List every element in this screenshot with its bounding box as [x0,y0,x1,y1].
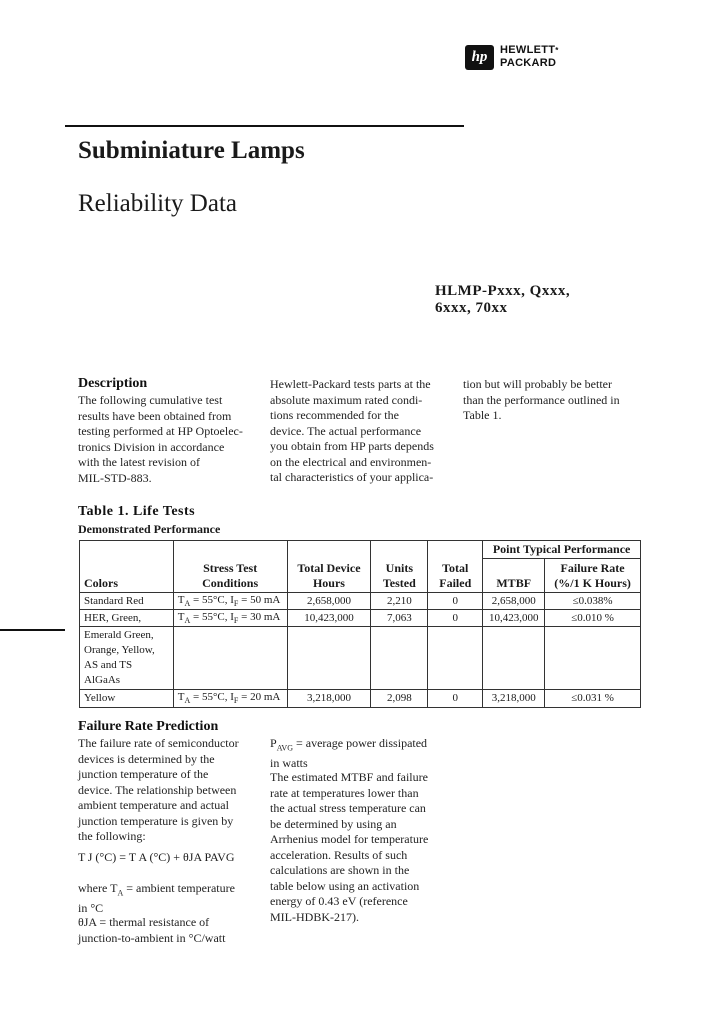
cell-units [371,627,428,690]
pavg-definition: $P_{AVG}$ = average power dissipated in watts [270,736,428,770]
page-title: Subminiature Lamps [78,137,305,164]
cell-hours [287,627,371,690]
description-col2: Hewlett-Packard tests parts at the absolute maximum rated condi- tions recommended for the device. The actual performance you obtain from HP parts depends on the electrical and environmen- tal characteristics of your applica- [270,377,434,484]
table-row [80,610,641,627]
where-ta: where $T_A$ = ambient temperature in °C [78,881,235,915]
cell-hours: 10,423,000 [287,610,371,627]
cell-rate: ≤0.038% [545,593,641,610]
cell-rate: ≤0.010 % [545,610,641,627]
part-numbers: HLMP-Pxxx, Qxxx, 6xxx, 70xx [435,283,571,316]
table-title: Table 1. Life Tests [78,504,196,519]
cell-color: HER, Green, [80,610,174,627]
failure-col2: The estimated MTBF and failure rate at temperatures lower than the actual stress temperature can be determined by using an Arrhenius model for temperature acceleration. Results of such calculations are shown in the table below using an activation energy of 0.43 eV (reference MIL-HDBK-217). [270,770,429,924]
header-units: Units Tested [371,541,428,593]
cell-rate: ≤0.031 % [545,690,641,707]
cell-failed: 0 [428,690,483,707]
cell-mtbf [483,627,545,690]
cell-color: Standard Red [80,593,174,610]
cell-color: Emerald Green, Orange, Yellow, AS and TS AlGaAs [80,627,174,690]
description-col1: The following cumulative test results have been obtained from testing performed at HP Optoelec- tronics Division in accordance with the latest revision of MIL-STD-883. [78,393,243,485]
cell-conditions: $T_A = 55^\circ C$, $I_F = 50$ mA [173,593,287,610]
table-row [80,627,641,690]
description-heading: Description [78,376,148,391]
header-failed: Total Failed [428,541,483,593]
cell-conditions: $T_A = 55^\circ C$, $I_F = 30$ mA [173,610,287,627]
cell-units: 2,210 [371,593,428,610]
theta-definition: θJA = thermal resistance of junction-to-ambient in °C/watt [78,915,226,945]
life-tests-table [79,540,641,708]
failure-col1: The failure rate of semiconductor devices is determined by the junction temperature of the device. The relationship between ambient temperature and actual junction temperature is given by the following: [78,736,239,843]
failure-heading: Failure Rate Prediction [78,719,219,734]
cell-mtbf: 3,218,000 [483,690,545,707]
header-rule [65,125,464,127]
cell-conditions: $T_A = 55^\circ C$, $I_F = 20$ mA [173,690,287,707]
brand-name: HEWLETT* PACKARD [500,44,559,69]
page-subtitle: Reliability Data [78,190,237,217]
cell-conditions [173,627,287,690]
header-mtbf: MTBF [483,559,545,593]
cell-rate [545,627,641,690]
table-subtitle: Demonstrated Performance [78,522,221,536]
cell-color: Yellow [80,690,174,707]
table-row [80,690,641,707]
cell-units: 7,063 [371,610,428,627]
header-colors: Colors [80,541,174,593]
cell-units: 2,098 [371,690,428,707]
header-rate: Failure Rate (%/1 K Hours) [545,559,641,593]
cell-hours: 3,218,000 [287,690,371,707]
junction-equation: T J (°C) = T A (°C) + θJA PAVG [78,850,235,864]
margin-rule [0,629,65,631]
cell-mtbf: 10,423,000 [483,610,545,627]
cell-mtbf: 2,658,000 [483,593,545,610]
cell-hours: 2,658,000 [287,593,371,610]
header-hours: Total Device Hours [287,541,371,593]
hp-logo-mark: hp [465,45,494,70]
cell-failed [428,627,483,690]
header-point-typical: Point Typical Performance [483,541,641,559]
table-row [80,593,641,610]
header-stress: Stress Test Conditions [173,541,287,593]
cell-failed: 0 [428,593,483,610]
cell-failed: 0 [428,610,483,627]
description-col3: tion but will probably be better than the performance outlined in Table 1. [463,377,620,422]
